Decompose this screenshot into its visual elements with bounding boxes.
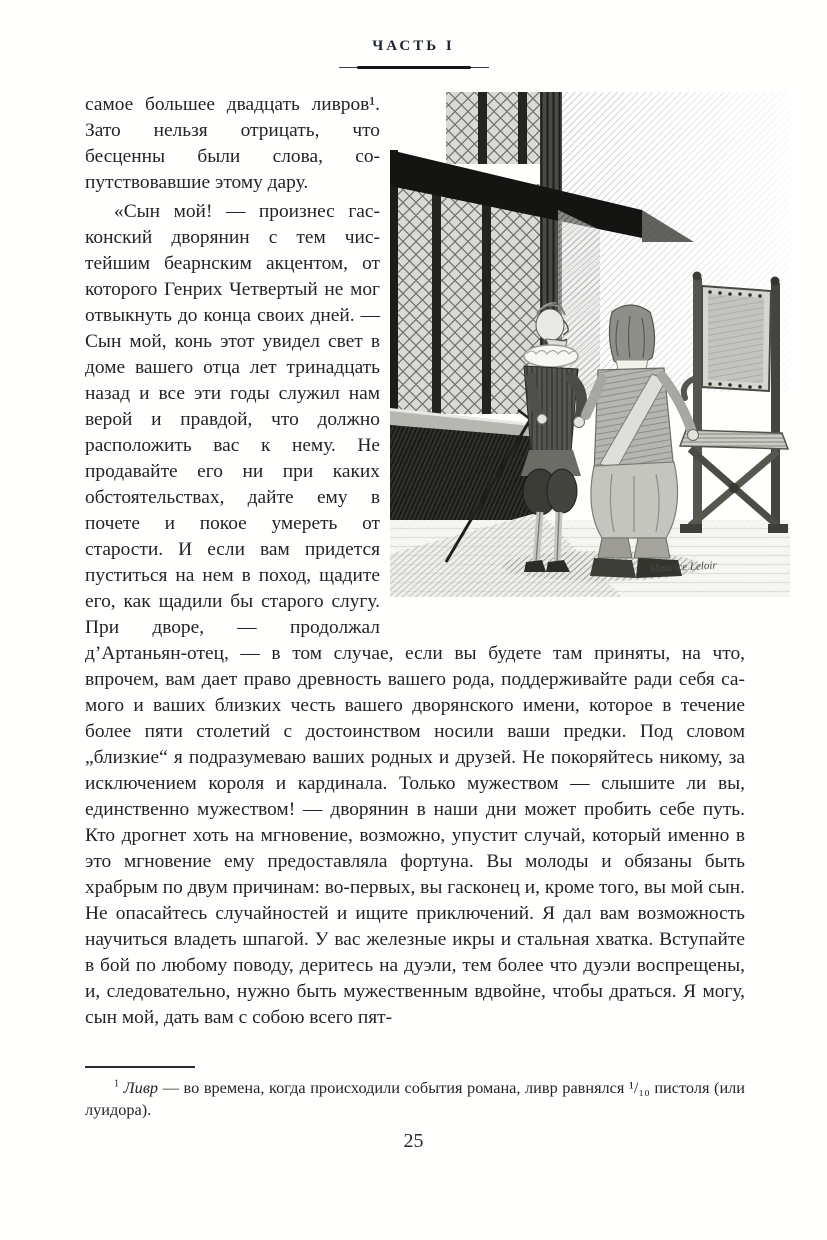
footnote-term: Ливр: [123, 1078, 159, 1097]
footnote-text: [85, 1077, 745, 1121]
illustration-signature: Maurice Leloir: [649, 559, 717, 575]
illustration-figure: [390, 92, 790, 597]
page-body: [85, 92, 745, 1031]
body-paragraph-2: «Сын мой! — произнес гасконский дворянин с тем чистейшим беарнским акцентом, от которого Генрих Четвертый не мог отвыкнуть до конца своих дней. — Сын мой, конь этот увидел свет в доме вашего отца лет тринадцать назад и все эти годы служил нам верой и правдой, что должно расположить вас к нему. Не продавайте его ни при каких обстоятельствах, дайте ему в почете и покое умереть от старости. И если вам придется пуститься на нем в поход, щадите его, как щадили бы старого слугу. При дворе, — продолжал д’Артаньян-отец, — в том случае, если вы будете там приняты, на что, впрочем, вам дает право древность вашего рода, поддерживайте ради себя самого и ваших близких честь вашего дворянского имени, которое в течение более пяти столетий с достоинством носили ваши предки. Под словом „близкие“ я подразумеваю ваших родных и друзей. Не покоряйтесь никому, за исключением короля и кардинала. Только мужеством — слышите ли вы, единственно мужеством! — дворянин в наши дни может пробить себе путь. Кто дрогнет хоть на мгновение, возможно, упустит случай, который именно в это мгновение ему предоставляла фортуна. Вы молоды и обязаны быть храбрым по двум причинам: во-первых, вы гасконец и, кроме того, вы мой сын. Не опасайтесь случайностей и ищите приключений. Я дал вам возможность научиться владеть шпагой. У вас железные икры и стальная хватка. Вступайте в бой по любому поводу, деритесь на дуэли, тем более что дуэли воспрещены, и, следовательно, нужно быть мужественным вдвойне, чтобы драться. Я могу, сын мой, дать вам с собою всего пят-: [85, 201, 745, 1028]
footnote-rule: [85, 1066, 195, 1068]
footnote-body: — во времена, когда происходили события романа, ливр равнялся ¹/₁₀ пистоля (или луидора).: [85, 1078, 746, 1119]
engraving-dartagnan-father-and-son: [390, 92, 790, 597]
page-number: 25: [403, 1130, 424, 1152]
heading-rule-ornament: [339, 66, 489, 69]
body-paragraph-1: самое большее двадцать ливров¹. Зато нельзя отрицать, что бесценны были слова, сопутствовавшие этому дару.: [85, 94, 380, 193]
part-heading: ЧАСТЬ I: [372, 38, 455, 54]
footnote-marker: 1: [114, 1078, 120, 1090]
footnote-block: [85, 1066, 745, 1121]
studded-chair: [680, 272, 788, 534]
